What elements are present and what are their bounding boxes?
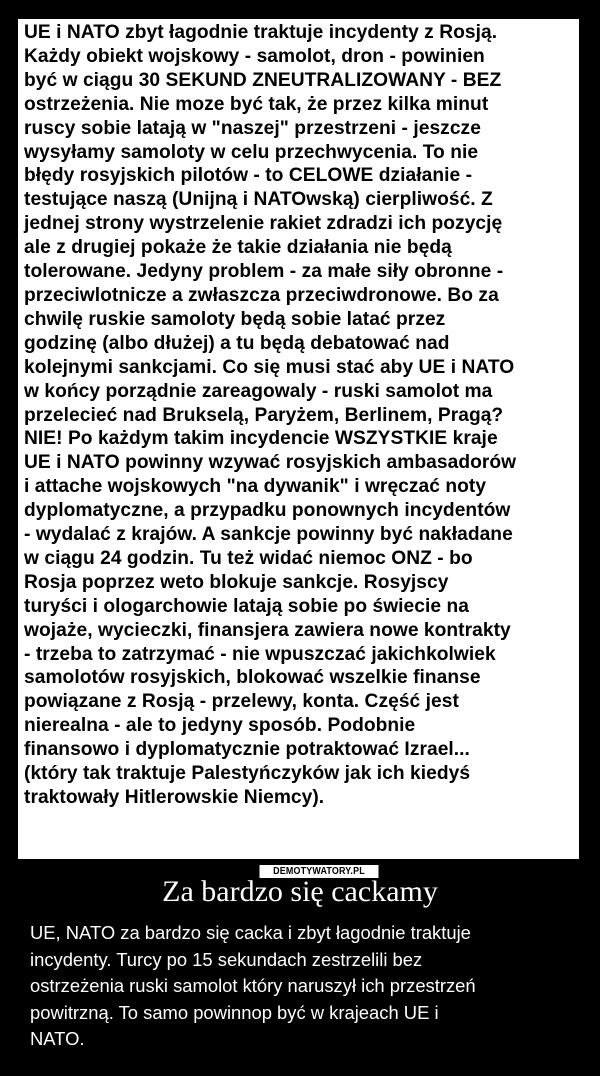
picture-text-line: Każdy obiekt wojskowy - samolot, dron - powinien (24, 45, 485, 67)
picture-text-line: Rosja poprzez weto blokuje sankcje. Rosyjscy (24, 571, 449, 593)
picture-text-line: traktowały Hitlerowskie Niemcy). (24, 787, 325, 808)
picture-text-line: w końcy porządnie zareagowaly - ruski samolot ma (24, 380, 493, 402)
picture-text-line: UE i NATO powinny wzywać rosyjskich ambasadorów (24, 452, 517, 474)
picture-text-line: jednej strony wystrzelenie rakiet zdradzi ich pozycję (24, 213, 503, 235)
picture-text-line: kolejnymi sankcjami. Co się musi stać aby UE i NATO (24, 356, 515, 378)
picture-text-line: testujące naszą (Unijną i NATOwską) cierpliwość. Z (24, 189, 493, 211)
poster-headline: Za bardzo się cackamy (162, 875, 438, 908)
picture-text-line: wysyłamy samoloty w celu przechwycenia. To nie (24, 141, 479, 163)
picture-text-line: wojaże, wycieczki, finansjera zawiera nowe kontrakty (24, 619, 511, 641)
caption-line: UE, NATO za bardzo się cacka i zbyt łagodnie traktuje (30, 922, 471, 943)
picture-text-line: nierealna - ale to jedyny sposób. Podobnie (24, 715, 416, 737)
picture-text-line: - trzeba to zatrzymać - nie wpuszczać jakichkolwiek (24, 643, 496, 665)
picture-text-line: w ciągu 24 godzin. Tu też widać niemoc ONZ - bo (24, 547, 473, 569)
picture-text-line: finansowo i dyplomatycznie potraktować Izrael... (24, 739, 470, 761)
picture-text-line: (który tak traktuje Palestyńczyków jak ich kiedyś (24, 763, 471, 785)
picture-text-line: chwilę ruskie samoloty będą sobie latać przez (24, 308, 446, 330)
watermark: DEMOTYWATORY.PL (260, 865, 379, 878)
caption-line: powitrzną. To samo powinnop być w krajeach UE i (30, 1001, 439, 1023)
picture-text-line: NIE! Po każdym takim incydencie WSZYSTKIE kraje (24, 428, 498, 450)
picture-text-line: godzinę (albo dłużej) a tu będą debatować nad (24, 332, 450, 354)
picture-text-line: przeciwlotnicze a zwłaszcza przeciwdronowe. Bo za (24, 284, 499, 306)
picture-text-line: przelecieć nad Brukselą, Paryżem, Berlinem, Pragą? (24, 404, 504, 426)
caption-line: incydenty. Turcy po 15 sekundach zestrzelili bez (30, 948, 423, 970)
picture-text-line: błędy rosyjskich pilotów - to CELOWE działanie - (24, 165, 473, 187)
caption-line: ostrzeżenia ruski samolot który naruszył ich przestrzeń (30, 975, 476, 997)
picture-text-line: ruscy sobie latają w "naszej" przestrzeni - jeszcze (24, 117, 481, 139)
picture-text-line: UE i NATO zbyt łagodnie traktuje incydenty z Rosją. (24, 22, 498, 43)
picture-text-line: tolerowane. Jedyny problem - za małe siły obronne - (24, 261, 504, 283)
picture-text-line: dyplomatyczne, a przypadku ponownych incydentów (24, 500, 511, 522)
picture-text-line: powiązane z Rosją - przelewy, konta. Część jest (24, 691, 459, 713)
picture-text-line: i attache wojskowych "na dywanik" i wręczać noty (24, 476, 487, 498)
picture-text-line: turyści i ologarchowie latają sobie po świecie na (24, 595, 469, 617)
picture-text-block (24, 21, 578, 810)
picture-text-line: ale z drugiej pokaże że takie działania nie będą (24, 237, 452, 259)
picture-text-line: samolotów rosyjskich, blokować wszelkie finanse (24, 667, 481, 689)
poster-caption (30, 920, 575, 1053)
picture-text-line: być w ciągu 30 SEKUND ZNEUTRALIZOWANY - BEZ (24, 69, 502, 91)
picture-frame (19, 20, 578, 877)
picture-text-line: - wydalać z krajów. A sankcje powinny być nakładane (24, 524, 513, 546)
caption-line: NATO. (30, 1028, 85, 1050)
picture-text-line: ostrzeżenia. Nie moze być tak, że przez kilka minut (24, 93, 489, 115)
